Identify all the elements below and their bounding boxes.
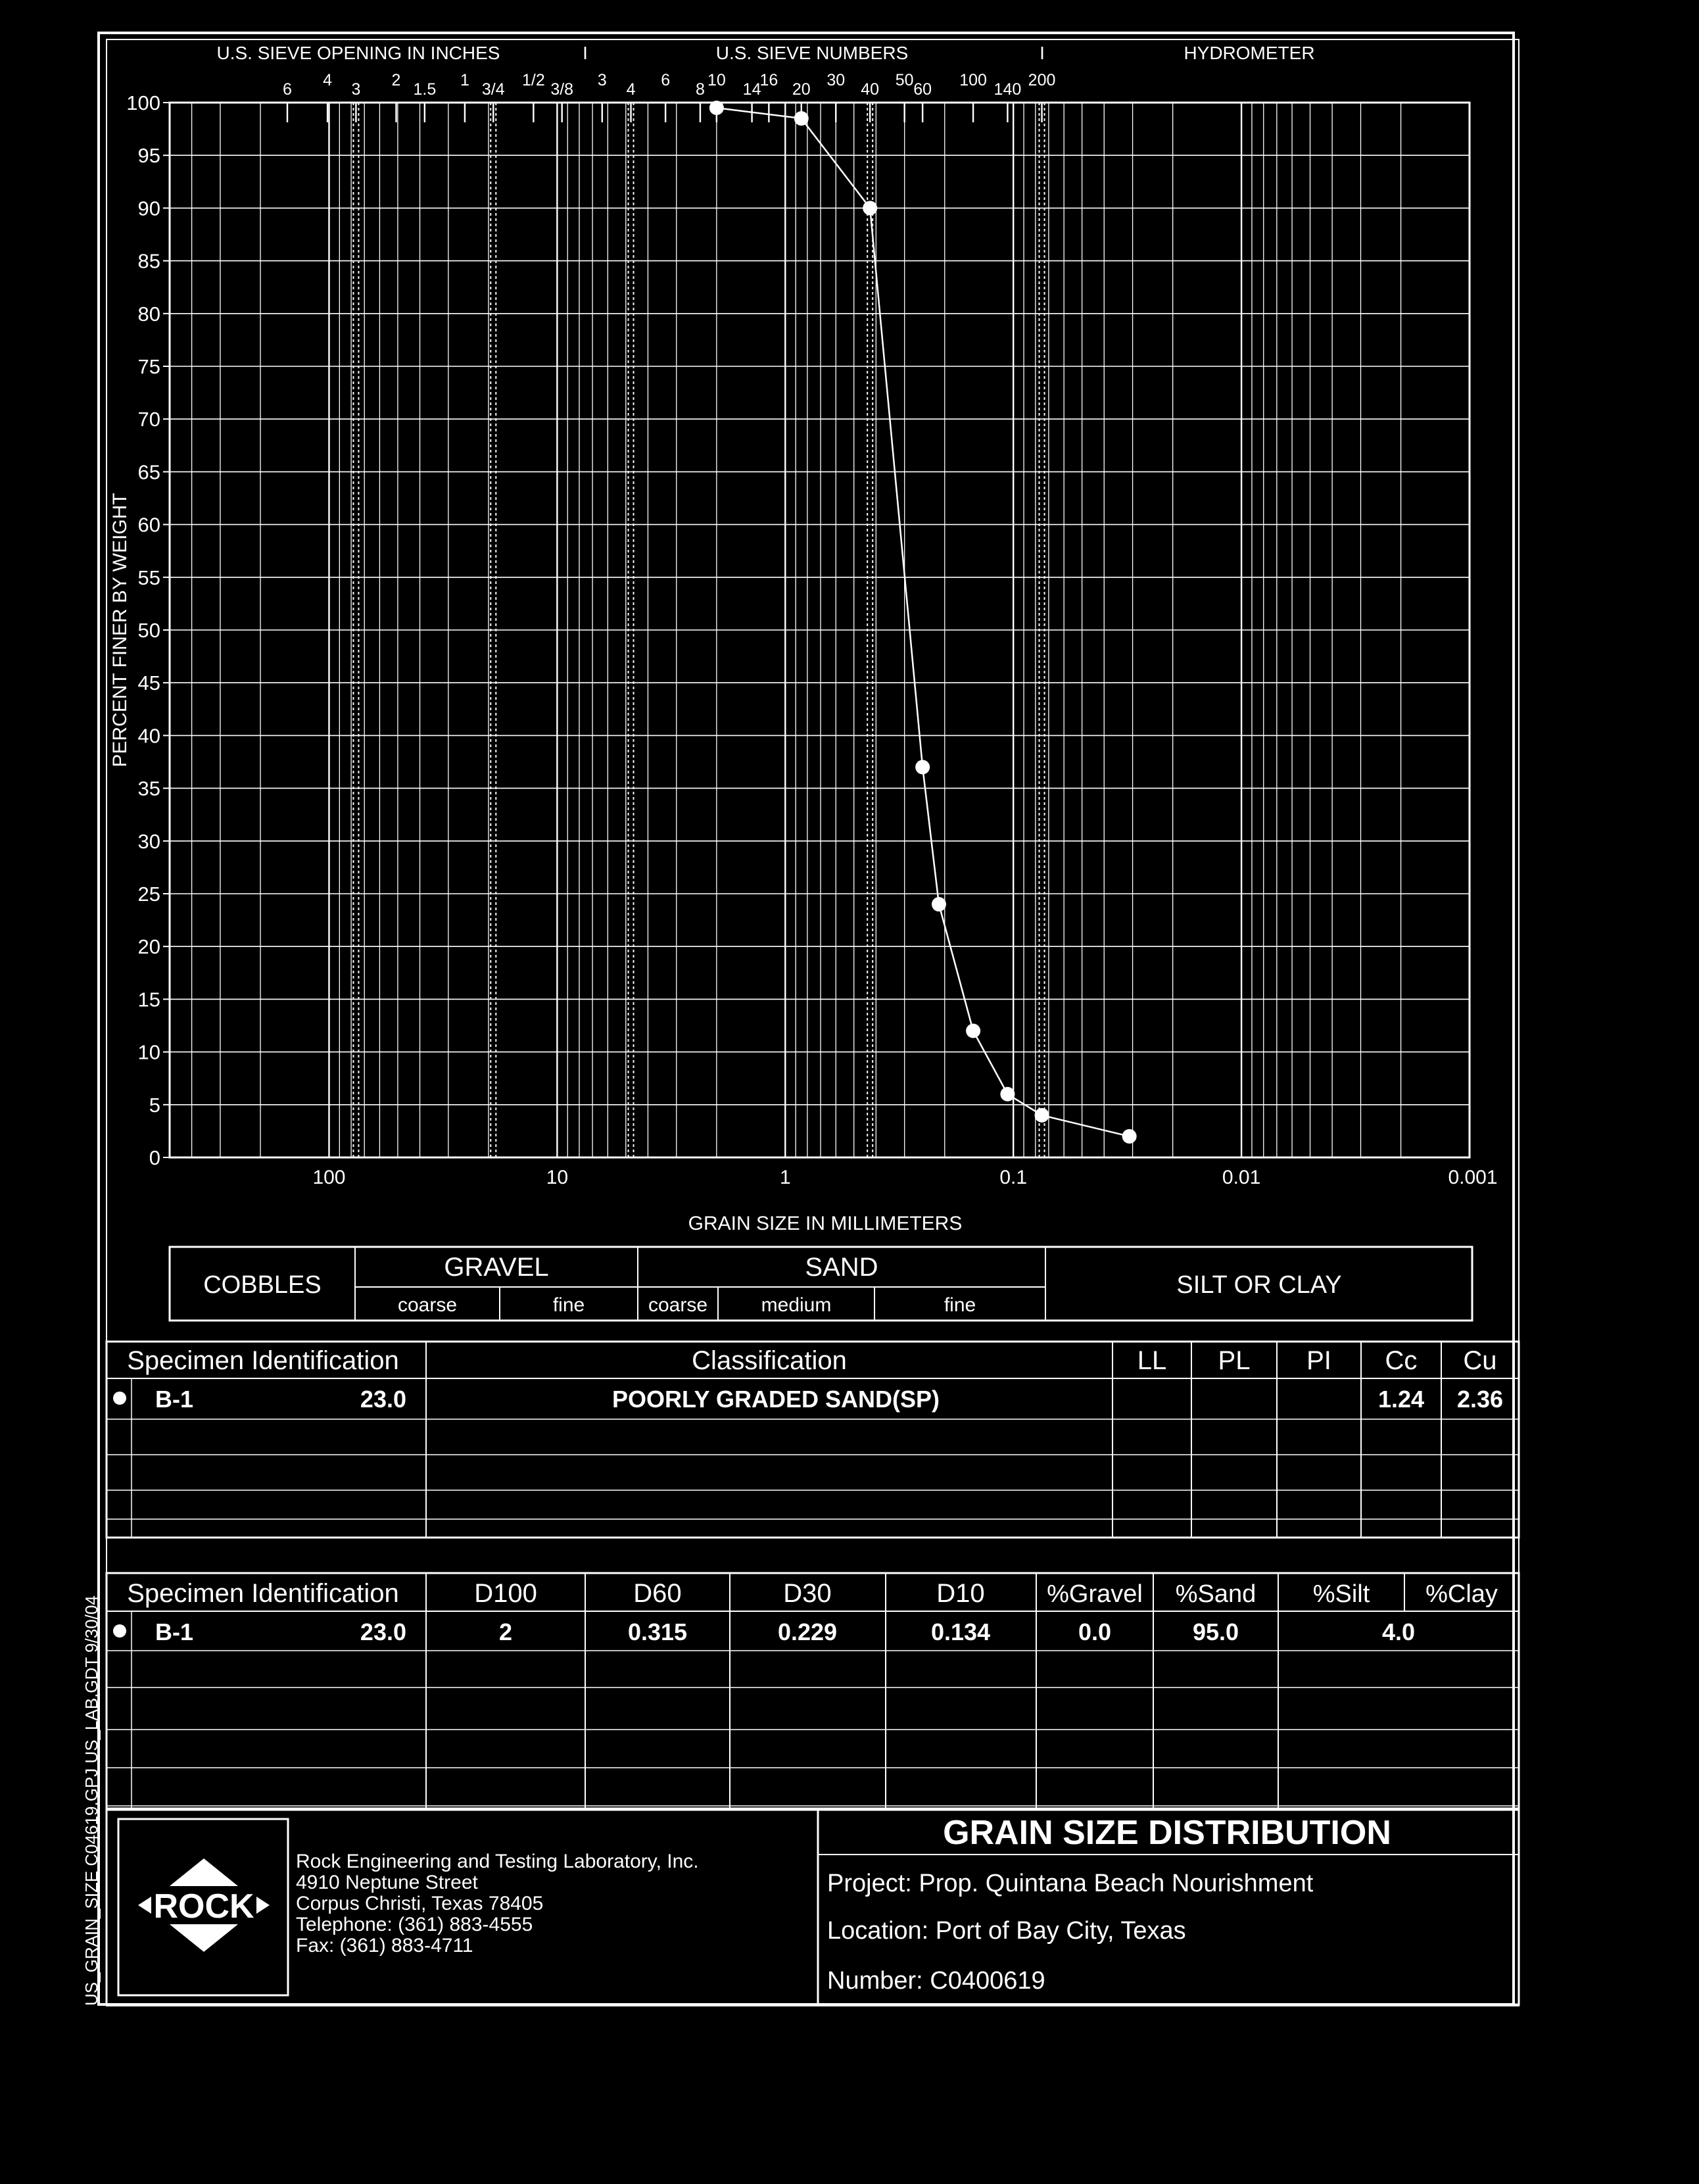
- y-tick-label: 0: [149, 1146, 160, 1169]
- y-tick-label: 50: [137, 619, 160, 642]
- y-tick-label: 70: [137, 408, 160, 431]
- header-sieve-inches: U.S. SIEVE OPENING IN INCHES: [216, 43, 500, 63]
- sieve-tick-label: 60: [913, 80, 932, 99]
- sieve-tick-label: 6: [661, 71, 671, 89]
- y-tick-label: 35: [137, 777, 160, 800]
- y-axis-label: PERCENT FINER BY WEIGHT: [109, 493, 131, 767]
- grain-size-chart: [109, 71, 1498, 1234]
- row2-d30: 0.229: [777, 1618, 838, 1645]
- y-tick-label: 75: [137, 355, 160, 378]
- data-point: [1000, 1087, 1015, 1102]
- cobbles-label: COBBLES: [203, 1271, 322, 1299]
- sand-medium-label: medium: [761, 1294, 832, 1316]
- col-d30: D30: [783, 1579, 832, 1608]
- sieve-tick-label: 16: [759, 71, 778, 89]
- report-project: Project: Prop. Quintana Beach Nourishment: [827, 1870, 1314, 1897]
- data-point: [863, 201, 877, 215]
- y-tick-label: 65: [137, 460, 160, 484]
- report-location: Location: Port of Bay City, Texas: [827, 1917, 1186, 1945]
- y-tick-label: 40: [137, 724, 160, 748]
- footer: [107, 1810, 1519, 2004]
- row1-id: B-1: [155, 1386, 194, 1413]
- company-city: Corpus Christi, Texas 78405: [296, 1893, 544, 1914]
- col-d60: D60: [633, 1579, 682, 1608]
- col-classification: Classification: [692, 1346, 847, 1375]
- y-axis-ticks: [126, 91, 170, 1169]
- col-silt: %Silt: [1312, 1580, 1370, 1608]
- sieve-tick-label: 30: [826, 71, 846, 89]
- series-marker-icon: [113, 1624, 126, 1638]
- col-d100: D100: [474, 1579, 537, 1608]
- col-d10: D10: [936, 1579, 985, 1608]
- row1-depth: 23.0: [360, 1386, 406, 1413]
- report-number: Number: C0400619: [827, 1967, 1045, 1995]
- data-point: [1122, 1129, 1137, 1144]
- soil-classification-bar: [170, 1247, 1472, 1321]
- col-gravel: %Gravel: [1047, 1580, 1143, 1608]
- file-path-label: US_GRAIN_SIZE C04619.GPJ US_LAB.GDT 9/30/04: [82, 1595, 101, 2006]
- row1-cc: 1.24: [1377, 1386, 1425, 1413]
- row2-silt-clay: 4.0: [1381, 1618, 1416, 1645]
- y-tick-label: 25: [137, 883, 160, 906]
- sieve-tick-label: 1/2: [521, 71, 545, 89]
- company-street: 4910 Neptune Street: [296, 1872, 478, 1893]
- row2-sand: 95.0: [1192, 1618, 1239, 1645]
- header-sieve-numbers: U.S. SIEVE NUMBERS: [715, 43, 909, 63]
- col-pl: PL: [1218, 1346, 1251, 1375]
- sieve-tick-label: 50: [895, 71, 914, 89]
- sieve-tick-label: 20: [792, 80, 811, 99]
- y-tick-label: 45: [137, 671, 160, 695]
- col-pi: PI: [1306, 1346, 1331, 1375]
- col-specimen: Specimen Identification: [127, 1346, 399, 1375]
- data-point: [915, 760, 930, 775]
- x-tick-label: 0.1: [999, 1167, 1028, 1188]
- row2-gravel: 0.0: [1078, 1618, 1112, 1645]
- y-tick-label: 15: [137, 988, 160, 1011]
- logo-left-arrow-icon: [138, 1897, 151, 1914]
- y-tick-label: 85: [137, 249, 160, 273]
- y-tick-label: 10: [137, 1040, 160, 1064]
- row1-classification: POORLY GRADED SAND(SP): [611, 1386, 940, 1413]
- outer-frame: [99, 33, 1514, 2004]
- col-sand: %Sand: [1175, 1580, 1256, 1608]
- sieve-tick-label: 3: [351, 80, 361, 99]
- x-tick-label: 10: [546, 1167, 569, 1188]
- row2-d100: 2: [498, 1618, 513, 1645]
- sieve-tick-label: 14: [742, 80, 761, 99]
- sieve-tick-label: 3/8: [550, 80, 574, 99]
- y-tick-label: 60: [137, 513, 160, 537]
- sieve-tick-label: 1: [460, 71, 469, 89]
- gradation-table: [107, 1573, 1519, 1808]
- y-tick-label: 100: [126, 91, 160, 114]
- x-tick-label: 0.001: [1448, 1167, 1498, 1188]
- data-point: [709, 101, 724, 115]
- sand-fine-label: fine: [944, 1294, 976, 1316]
- x-tick-label: 100: [312, 1167, 346, 1188]
- sieve-tick-label: 3: [597, 71, 607, 89]
- sieve-tick-label: 100: [959, 71, 987, 89]
- company-name: Rock Engineering and Testing Laboratory, Inc.: [296, 1851, 699, 1872]
- data-point: [966, 1024, 980, 1038]
- report-title: GRAIN SIZE DISTRIBUTION: [943, 1814, 1391, 1852]
- row2-d10: 0.134: [930, 1618, 991, 1645]
- x-axis-label: GRAIN SIZE IN MILLIMETERS: [688, 1213, 963, 1234]
- sand-coarse-label: coarse: [648, 1294, 708, 1316]
- x-tick-label: 0.01: [1222, 1167, 1261, 1188]
- y-tick-label: 95: [137, 144, 160, 168]
- row2-d60: 0.315: [627, 1618, 688, 1645]
- sieve-tick-label: 6: [283, 80, 292, 99]
- y-tick-label: 5: [149, 1093, 160, 1117]
- header-hydrometer: HYDROMETER: [1184, 43, 1315, 63]
- y-tick-label: 80: [137, 302, 160, 326]
- logo-right-arrow-icon: [256, 1897, 270, 1914]
- logo-text: ROCK: [153, 1887, 254, 1926]
- sieve-tick-label: 8: [695, 80, 705, 99]
- col-cu: Cu: [1463, 1346, 1497, 1375]
- company-phone: Telephone: (361) 883-4555: [296, 1914, 533, 1935]
- col-clay: %Clay: [1425, 1580, 1498, 1608]
- series-marker-icon: [113, 1392, 126, 1405]
- row2-depth: 23.0: [360, 1618, 406, 1645]
- classification-table: [107, 1342, 1519, 1538]
- data-point: [794, 111, 809, 126]
- sand-label: SAND: [805, 1253, 878, 1282]
- inner-frame: [107, 39, 1519, 2006]
- y-tick-label: 30: [137, 829, 160, 853]
- y-tick-label: 55: [137, 566, 160, 589]
- gravel-coarse-label: coarse: [397, 1294, 458, 1316]
- data-point: [932, 897, 946, 911]
- gravel-label: GRAVEL: [444, 1253, 549, 1282]
- x-axis-ticks: [312, 1167, 1497, 1188]
- y-tick-label: 90: [137, 197, 160, 220]
- row2-id: B-1: [155, 1618, 194, 1645]
- col-specimen: Specimen Identification: [127, 1579, 399, 1608]
- gravel-fine-label: fine: [552, 1294, 585, 1316]
- sieve-tick-label: 3/4: [481, 80, 505, 99]
- sieve-tick-label: 140: [993, 80, 1022, 99]
- col-cc: Cc: [1385, 1346, 1418, 1375]
- row1-cu: 2.36: [1456, 1386, 1504, 1413]
- sieve-tick-label: 200: [1028, 71, 1056, 89]
- series-b1: [709, 101, 1137, 1144]
- sieve-tick-label: 4: [323, 71, 333, 89]
- y-tick-label: 20: [137, 935, 160, 959]
- sieve-tick-label: 1.5: [413, 80, 437, 99]
- sieve-tick-label: 2: [391, 71, 401, 89]
- data-point: [1035, 1108, 1049, 1123]
- company-fax: Fax: (361) 883-4711: [296, 1935, 473, 1956]
- header-separator: I: [1040, 43, 1045, 63]
- header-separator: I: [583, 43, 588, 63]
- sieve-ticks: [283, 71, 1055, 122]
- sieve-tick-label: 4: [626, 80, 636, 99]
- silt-clay-label: SILT OR CLAY: [1176, 1271, 1342, 1299]
- series-line: [717, 108, 1130, 1136]
- x-tick-label: 1: [779, 1167, 791, 1188]
- col-ll: LL: [1137, 1346, 1167, 1375]
- sieve-tick-label: 40: [861, 80, 880, 99]
- sieve-tick-label: 10: [707, 71, 726, 89]
